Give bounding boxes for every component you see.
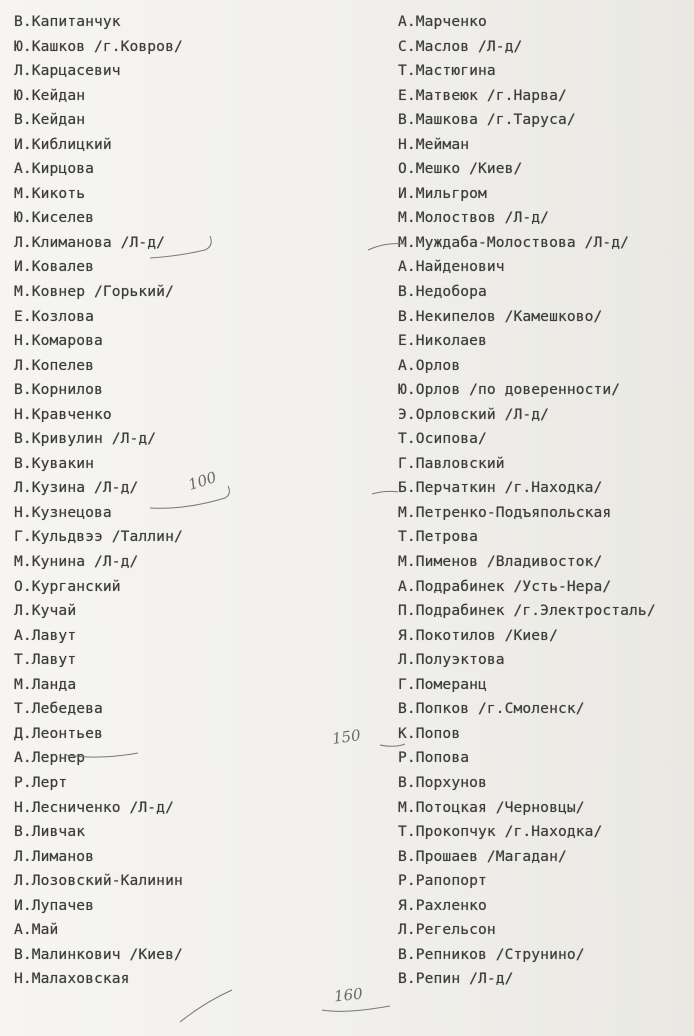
left-name-entry: Д.Леонтьев [14, 724, 103, 742]
left-name-entry: Л.Копелев [14, 356, 94, 374]
right-name-entry: М.Пименов /Владивосток/ [398, 553, 603, 571]
pencil-count-160: 160 [333, 984, 364, 1006]
left-name-entry: М.Кикоть [14, 184, 86, 202]
right-name-entry: А.Найденович [398, 258, 505, 276]
right-name-entry: М.Потоцкая /Черновцы/ [398, 798, 585, 816]
right-name-entry: Т.Осипова/ [398, 430, 487, 448]
left-name-entry: Н.Кузнецова [14, 503, 112, 521]
right-name-entry: В.Попков /г.Смоленск/ [398, 700, 585, 718]
left-name-entry: Л.Лиманов [14, 847, 94, 865]
left-name-entry: Л.Кучай [14, 602, 77, 620]
left-name-entry: Л.Карцасевич [14, 62, 121, 80]
right-name-entry: Я.Покотилов /Киев/ [398, 626, 558, 644]
left-name-entry: В.Кривулин /Л-д/ [14, 430, 157, 448]
right-name-entry: С.Маслов /Л-д/ [398, 37, 523, 55]
right-name-entry: В.Прошаев /Магадан/ [398, 847, 567, 865]
right-name-entry: М.Петренко-Подъяпольская [398, 503, 612, 521]
right-name-entry: Г.Померанц [398, 675, 487, 693]
right-name-entry: Г.Павловский [398, 454, 505, 472]
left-name-entry: В.Кувакин [14, 454, 94, 472]
right-name-entry: Т.Прокопчук /г.Находка/ [398, 823, 603, 841]
left-name-entry: Н.Комарова [14, 332, 103, 350]
right-name-entry: В.Недобора [398, 283, 487, 301]
right-name-entry: М.Муждаба-Молоствова /Л-д/ [398, 233, 630, 251]
pencil-tick-mark [372, 491, 398, 494]
pencil-tick-mark [180, 990, 232, 1022]
right-name-entry: А.Орлов [398, 356, 461, 374]
right-name-entry: Т.Петрова [398, 528, 478, 546]
left-name-entry: В.Капитанчук [14, 13, 121, 30]
left-name-entry: В.Корнилов [14, 381, 103, 399]
left-name-entry: Т.Лавут [14, 651, 77, 669]
left-name-entry: А.Кирцова [14, 160, 94, 178]
right-name-entry: В.Порхунов [398, 773, 487, 791]
right-name-entry: Е.Матвеюк /г.Нарва/ [398, 86, 567, 104]
right-name-entry: Л.Полуэктова [398, 651, 505, 669]
left-name-entry: В.Ливчак [14, 823, 86, 841]
right-name-entry: В.Некипелов /Камешково/ [398, 307, 603, 325]
right-name-entry: Н.Мейман [398, 135, 470, 153]
left-name-entry: Т.Лебедева [14, 700, 103, 718]
left-name-entry: Л.Климанова /Л-д/ [14, 233, 166, 251]
right-name-entry: П.Подрабинек /г.Электросталь/ [398, 602, 656, 620]
left-name-entry: Ю.Кашков /г.Ковров/ [14, 37, 183, 55]
left-name-entry: Ю.Кейдан [14, 86, 86, 104]
right-name-entry: Б.Перчаткин /г.Находка/ [398, 479, 603, 497]
right-name-entry: Ю.Орлов /по доверенности/ [398, 381, 621, 399]
right-name-entry: А.Марченко [398, 13, 487, 30]
name-list-right-column [398, 10, 688, 992]
left-name-entry: Н.Кравченко [14, 405, 112, 423]
left-name-entry: М.Ланда [14, 675, 77, 693]
left-name-entry: А.Май [14, 921, 59, 939]
right-name-entry: О.Мешко /Киев/ [398, 160, 523, 178]
left-name-entry: Л.Лозовский-Калинин [14, 872, 183, 890]
left-name-entry: М.Ковнер /Горький/ [14, 283, 174, 301]
left-name-entry: И.Ковалев [14, 258, 94, 276]
right-name-entry: Я.Рахленко [398, 896, 487, 914]
right-name-entry: К.Попов [398, 724, 461, 742]
right-name-entry: В.Репин /Л-д/ [398, 970, 514, 988]
left-name-entry: И.Лупачев [14, 896, 94, 914]
left-name-entry: И.Киблицкий [14, 135, 112, 153]
right-name-entry: Т.Мастюгина [398, 62, 496, 80]
right-name-entry: Р.Рапопорт [398, 872, 487, 890]
name-list-left-column [14, 10, 314, 992]
pencil-count-150: 150 [330, 726, 362, 748]
left-name-entry: О.Курганский [14, 577, 121, 595]
left-name-entry: В.Кейдан [14, 111, 86, 129]
left-name-entry: Ю.Киселев [14, 209, 94, 227]
left-name-entry: Е.Козлова [14, 307, 94, 325]
left-name-entry: М.Кунина /Л-д/ [14, 553, 139, 571]
left-name-entry: А.Лавут [14, 626, 77, 644]
right-name-entry: Л.Регельсон [398, 921, 496, 939]
left-name-entry: Л.Кузина /Л-д/ [14, 479, 139, 497]
left-name-entry: В.Малинкович /Киев/ [14, 945, 183, 963]
left-name-entry: Н.Лесниченко /Л-д/ [14, 798, 174, 816]
left-name-entry: Н.Малаховская [14, 970, 130, 988]
left-name-entry: Р.Лерт [14, 773, 68, 791]
right-name-entry: М.Молоствов /Л-д/ [398, 209, 550, 227]
right-name-entry: А.Подрабинек /Усть-Нера/ [398, 577, 612, 595]
left-name-entry: А.Лернер [14, 749, 86, 767]
left-name-entry: Г.Кульдвээ /Таллин/ [14, 528, 183, 546]
right-name-entry: И.Мильгром [398, 184, 487, 202]
right-name-entry: В.Репников /Струнино/ [398, 945, 585, 963]
right-name-entry: Е.Николаев [398, 332, 487, 350]
right-name-entry: Э.Орловский /Л-д/ [398, 405, 550, 423]
pencil-tick-mark [322, 1006, 390, 1011]
right-name-entry: В.Машкова /г.Таруса/ [398, 111, 576, 129]
pencil-count-100: 100 [185, 468, 219, 494]
right-name-entry: Р.Попова [398, 749, 470, 767]
